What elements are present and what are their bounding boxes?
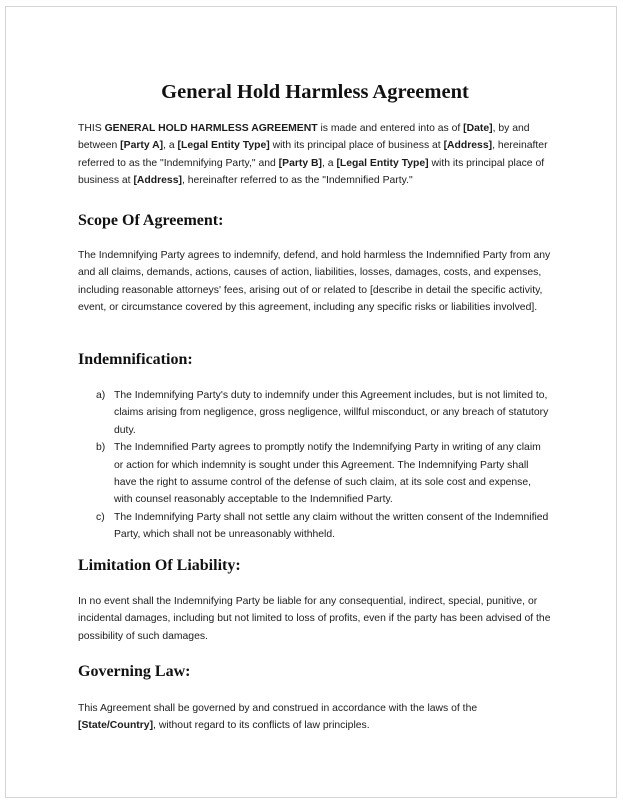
intro-bold: [Legal Entity Type] xyxy=(177,140,270,152)
intro-text: with its principal place of business at xyxy=(269,140,444,152)
liability-heading: Limitation Of Liability: xyxy=(78,557,241,574)
list-item-text: The Indemnifying Party shall not settle any claim without the written consent of the Indemnified Party, which shall not be unreasonably withheld. xyxy=(114,511,549,541)
intro-bold: GENERAL HOLD HARMLESS AGREEMENT xyxy=(104,123,318,134)
intro-bold: [Date] xyxy=(463,123,493,134)
intro-text: THIS xyxy=(78,123,105,134)
list-marker: a) xyxy=(96,390,106,401)
intro-text: , by and between xyxy=(78,123,530,152)
intro-bold: [Party B] xyxy=(278,157,322,169)
document-title: General Hold Harmless Agreement xyxy=(161,81,469,103)
scope-heading: Scope Of Agreement: xyxy=(78,212,224,229)
intro-bold: [Address] xyxy=(133,175,182,187)
list-item xyxy=(96,387,552,439)
governing-heading: Governing Law: xyxy=(78,663,191,680)
indemnification-list xyxy=(96,387,552,544)
list-item xyxy=(96,439,552,509)
intro-paragraph xyxy=(78,120,552,190)
intro-text: , hereinafter referred to as the "Indemnifying Party," and xyxy=(78,140,548,169)
list-item-text: The Indemnifying Party's duty to indemnify under this Agreement includes, but is not limited to, claims arising from negligence, gross negligence, willful misconduct, or any breach of statutory duty. xyxy=(114,390,549,436)
list-item-text: The Indemnified Party agrees to promptly notify the Indemnifying Party in writing of any claim or action for which indemnity is sought under this Agreement. The Indemnifying Party shall have the right to assume control of the defense of such claim, at its sole cost and expense, with counsel reasonably acceptable to the Indemnified Party. xyxy=(114,442,541,506)
governing-bold: [State/Country] xyxy=(78,720,154,732)
intro-bold: [Party A] xyxy=(120,140,164,152)
intro-text: is made and entered into as of xyxy=(317,123,464,134)
document-page xyxy=(5,6,617,798)
intro-bold: [Address] xyxy=(443,140,493,152)
indemnification-heading: Indemnification: xyxy=(78,351,193,368)
governing-paragraph xyxy=(78,700,552,735)
list-marker: c) xyxy=(96,511,105,523)
scope-paragraph: The Indemnifying Party agrees to indemnify, defend, and hold harmless the Indemnified Party from any and all claims, demands, actions, causes of action, liabilities, losses, damages, costs, and expenses, including reasonable attorneys' fees, arising out of or related to [describe in detail the specific activity, event, or circumstance covered by this agreement, including any specific risks or liabilities involved]. xyxy=(78,250,551,314)
intro-bold: [Legal Entity Type] xyxy=(336,157,429,169)
intro-text: , hereinafter referred to as the "Indemnified Party." xyxy=(181,175,413,187)
liability-paragraph: In no event shall the Indemnifying Party be liable for any consequential, indirect, special, punitive, or incidental damages, including but not limited to loss of profits, even if the party has been advised of the possibility of such damages. xyxy=(78,596,551,642)
list-item xyxy=(96,509,552,544)
intro-text: , a xyxy=(321,157,337,169)
governing-text: , without regard to its conflicts of law principles. xyxy=(153,720,370,732)
governing-text: This Agreement shall be governed by and construed in accordance with the laws of the xyxy=(78,703,478,714)
intro-text: with its principal place of business at xyxy=(78,157,545,187)
list-marker: b) xyxy=(96,442,106,454)
intro-text: , a xyxy=(163,140,178,152)
